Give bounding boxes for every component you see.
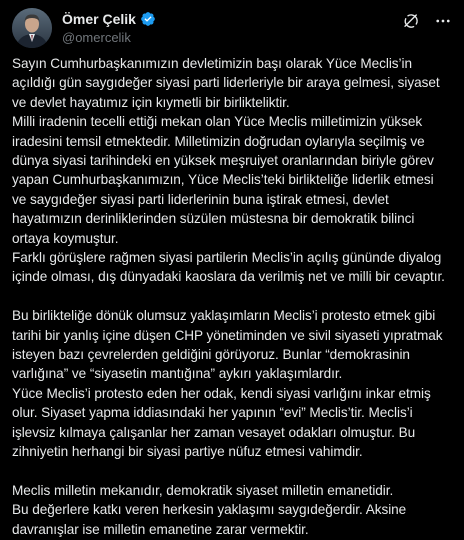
tweet-line: tarihi bir yanlış içine düşen CHP yönetiminden ve sivil siyaseti yıpratmak [12, 327, 443, 343]
tweet-line: içinde olması, dış dünyadaki kaoslara da verilmiş net ve milli bir cevaptır. [12, 269, 445, 285]
tweet-line: işlevsiz kılmaya çalışanlar her zaman vesayet odakları olmuştur. Bu [12, 424, 416, 440]
tweet-line: dünya siyasi tarihindeki en yüksek meşruiyet oranlarından biriyle görev [12, 153, 434, 169]
avatar-image [12, 8, 52, 48]
author-handle[interactable]: @omercelik [62, 30, 131, 45]
tweet-line: hayatımızın derinliklerinden süzülen müstesna bir demokratik bilinci [12, 211, 415, 227]
more-options-icon[interactable] [434, 12, 452, 30]
tweet-line: ve devlet hayatımız için kıymetli bir birlikteliktir. [12, 94, 290, 110]
tweet-line: iradesini temsil etmektedir. Milletimizin doğrudan oylarıyla seçilmiş ve [12, 133, 425, 149]
paragraph-gap [12, 287, 458, 306]
tweet-line: Bu birlikteliğe dönük olumsuz yaklaşımların Meclis’i protesto etmek gibi [12, 308, 436, 324]
tweet-line: Milli iradenin tecelli ettiği mekan olan Yüce Meclis milletimizin yüksek [12, 114, 423, 130]
tweet-text [12, 54, 458, 539]
tweet-line: ortaya koymuştur. [12, 230, 119, 246]
tweet-line: isteyen bazı çevrelerden geldiğini görüyoruz. Bunlar “demokrasinin [12, 347, 410, 363]
tweet-line: Meclis milletin mekanıdır, demokratik siyaset milletin emanetidir. [12, 482, 394, 498]
tweet-line: Sayın Cumhurbaşkanımızın devletimizin başı olarak Yüce Meclis’in [12, 56, 413, 71]
tweet-line: olur. Siyaset yapma iddiasındaki her yapının “evi” Meclis’tir. Meclis’i [12, 405, 413, 421]
name-row [62, 10, 156, 28]
tweet-line: açıldığı gün saygıdeğer siyasi parti liderleriyle bir araya gelmesi, siyaset [12, 75, 440, 91]
tweet-line: Yüce Meclis’i protesto eden her odak, kendi siyasi varlığını inkar etmiş [12, 385, 431, 401]
author-display-name[interactable]: Ömer Çelik [62, 11, 136, 27]
tweet-line: davranışlar ise milletin emanetine zarar vermektir. [12, 521, 309, 537]
header-actions [402, 12, 452, 30]
tweet-line: yapan Cumhurbaşkanımızın, Yüce Meclis’teki birlikteliğe liderlik etmesi [12, 172, 434, 188]
grok-icon[interactable] [402, 12, 420, 30]
tweet-header [12, 8, 452, 48]
tweet-line: Farklı görüşlere rağmen siyasi partilerin Meclis’in açılış gününde diyalog [12, 250, 442, 266]
avatar[interactable] [12, 8, 52, 48]
verified-badge-icon [140, 11, 156, 27]
tweet-line: varlığına” ve “siyasetin mantığına” aykırı yaklaşımlardır. [12, 366, 343, 382]
tweet-line: zihniyetin herhangi bir siyasi partiye nüfuz etmesi vahimdir. [12, 444, 363, 460]
paragraph-gap [12, 462, 458, 481]
tweet-line: Bu değerlere katkı veren herkesin yaklaşımı saygıdeğerdir. Aksine [12, 502, 407, 518]
author-block [62, 10, 156, 45]
tweet-line: ve saygıdeğer siyasi parti liderlerinin buna iştirak etmesi, devlet [12, 191, 389, 207]
